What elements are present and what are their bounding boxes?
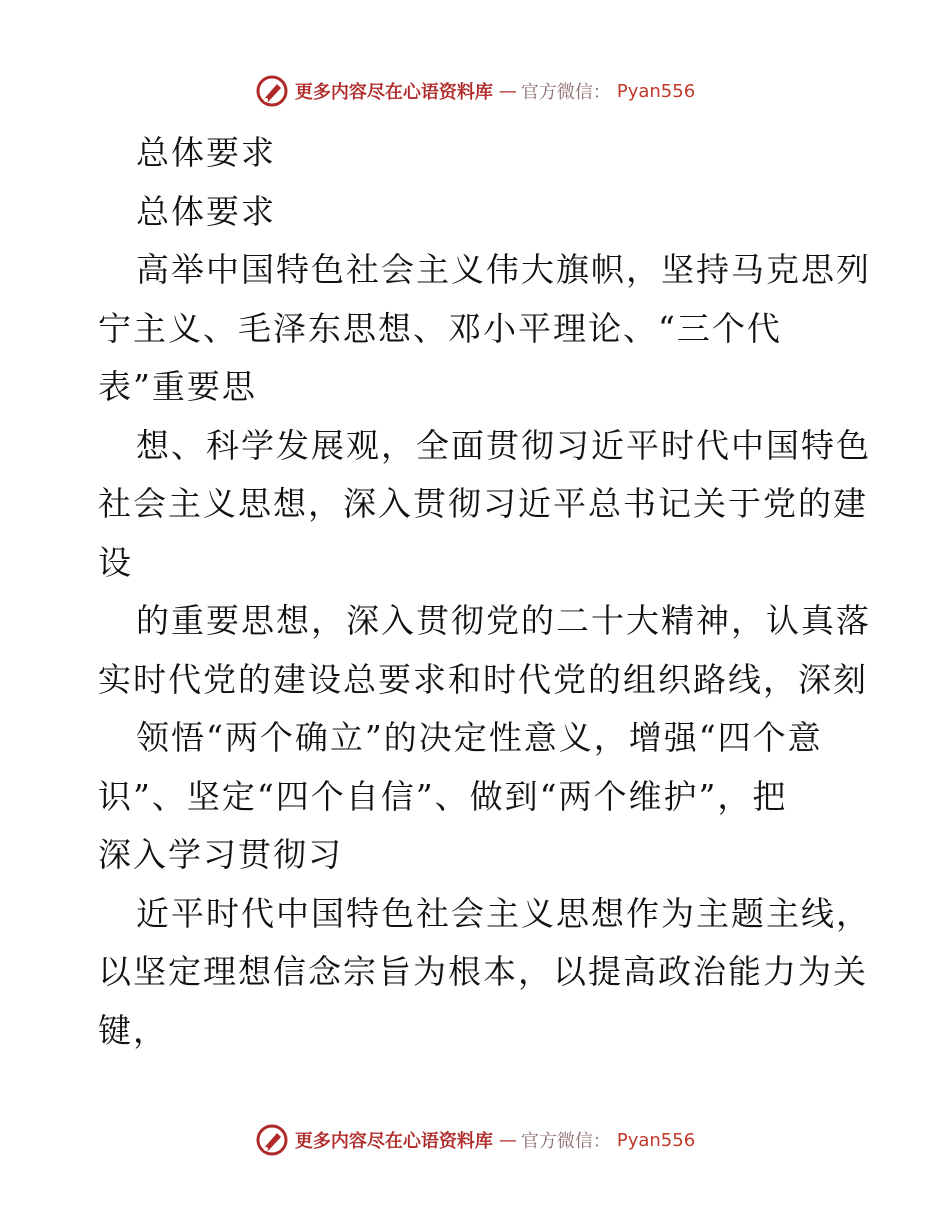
- heading-line: 总体要求: [136, 133, 276, 172]
- watermark-site-text: 更多内容尽在心语资料库: [294, 82, 493, 103]
- watermark-site-text: 更多内容尽在心语资料库: [294, 1131, 493, 1152]
- header-watermark: [0, 71, 950, 111]
- paragraph-line: 高举中国特色社会主义伟大旗帜，坚持马克思列: [136, 250, 871, 289]
- paragraph-line: 宁主义、毛泽东思想、邓小平理论、“三个代: [98, 308, 782, 348]
- paragraph-line: 设: [98, 542, 133, 582]
- pen-logo-icon: [255, 74, 289, 108]
- paragraph-line: 的重要思想，深入贯彻党的二十大精神，认真落: [136, 601, 871, 640]
- watermark-wechat-label: 官方微信：: [520, 82, 611, 103]
- paragraph-line: 键，: [98, 1010, 168, 1050]
- heading-line: 总体要求: [136, 191, 276, 231]
- pen-logo-icon: [255, 1123, 289, 1157]
- watermark-wechat-id: Pyan556: [616, 1129, 696, 1151]
- paragraph-line: 领悟“两个确立”的决定性意义，增强“四个意: [136, 718, 823, 757]
- paragraph-line: 深入学习贯彻习: [98, 835, 343, 874]
- watermark-wechat-label: 官方微信：: [520, 1131, 611, 1152]
- paragraph-line: 表”重要思: [98, 367, 257, 406]
- paragraph-line: 想、科学发展观，全面贯彻习近平时代中国特色: [136, 425, 871, 465]
- watermark-wechat-id: Pyan556: [616, 80, 696, 102]
- watermark-dash: —: [498, 1129, 515, 1151]
- watermark-dash: —: [498, 80, 515, 102]
- paragraph-line: 社会主义思想，深入贯彻习近平总书记关于党的建: [98, 484, 868, 523]
- paragraph-line: 近平时代中国特色社会主义思想作为主题主线，: [136, 893, 871, 933]
- paragraph-line: 实时代党的建设总要求和时代党的组织路线，深刻: [98, 659, 868, 699]
- document-body: [98, 124, 871, 1060]
- paragraph-line: 以坚定理想信念宗旨为根本，以提高政治能力为关: [98, 952, 868, 991]
- footer-watermark: [0, 1120, 950, 1160]
- paragraph-line: 识”、坚定“四个自信”、做到“两个维护”，把: [98, 776, 788, 816]
